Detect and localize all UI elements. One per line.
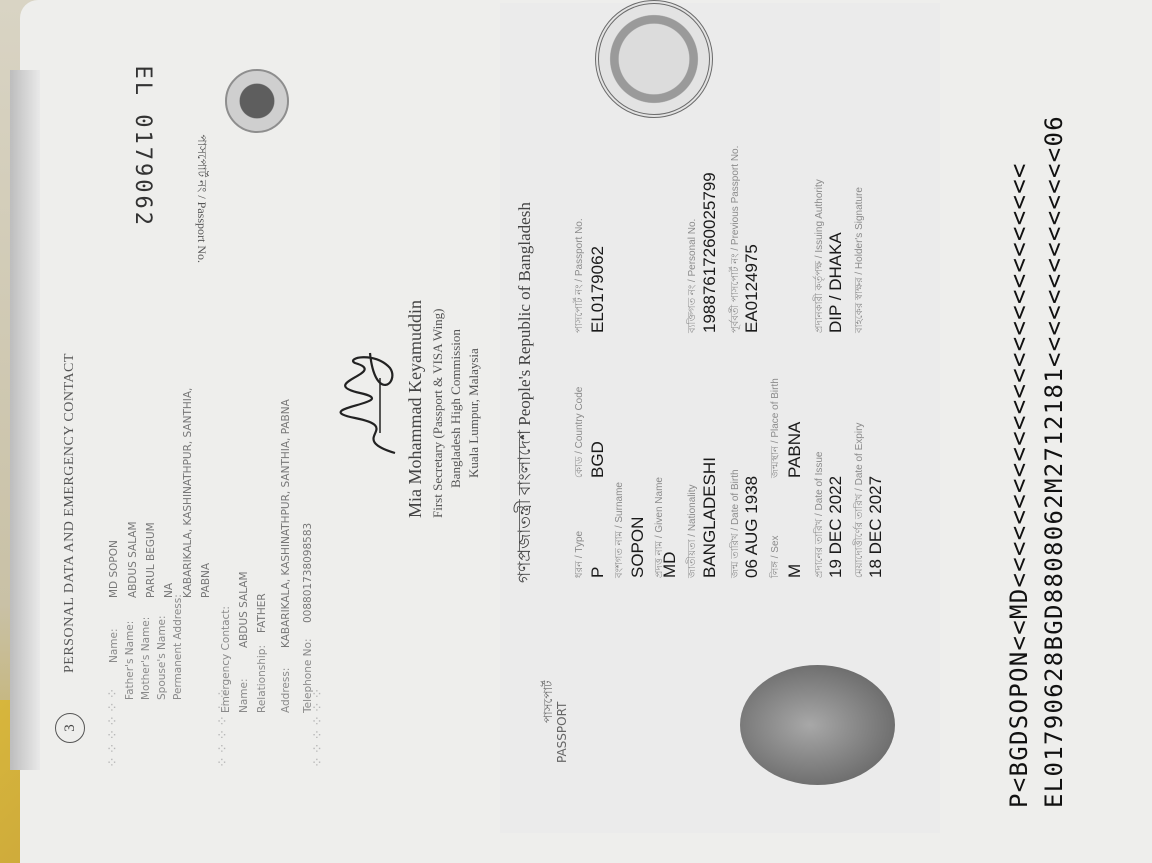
type-label: ধরন / Type bbox=[574, 530, 585, 578]
field-value: KABARIKALA, KASHINATHPUR, SANTHIA, bbox=[182, 387, 194, 598]
country-header: গণপ্রজাতন্ত্রী বাংলাদেশ People's Republic of Bangladesh bbox=[515, 202, 534, 583]
field-label: Spouse's Name: bbox=[156, 615, 168, 700]
security-pattern-icon: ⁘⁘⁘⁘⁘⁘ bbox=[105, 685, 121, 768]
place-of-birth-value: PABNA bbox=[785, 421, 804, 478]
issuing-authority-value: DIP / DHAKA bbox=[826, 232, 845, 333]
field-value: 008801738098583 bbox=[302, 522, 314, 623]
security-pattern-icon: ⁘⁘⁘⁘⁘⁘ bbox=[215, 685, 231, 768]
officer-office: Bangladesh High Commission bbox=[448, 329, 463, 488]
nationality-value: BANGLADESHI bbox=[700, 457, 719, 578]
date-of-expiry-label: মেয়াদোত্তীর্ণের তারিখ / Date of Expiry bbox=[854, 422, 865, 578]
field-value: PARUL BEGUM bbox=[145, 522, 157, 598]
field-label: Name: bbox=[238, 678, 250, 713]
field-label: Permanent Address: bbox=[172, 594, 184, 700]
field-label: Address: bbox=[280, 667, 292, 713]
bangladesh-emblem-icon bbox=[595, 0, 713, 118]
previous-passport-label: পূর্ববর্তী পাসপোর্ট নং / Previous Passport No. bbox=[730, 145, 741, 333]
date-of-issue-value: 19 DEC 2022 bbox=[826, 475, 845, 578]
security-pattern-icon: ⁘⁘⁘⁘⁘⁘ bbox=[310, 685, 326, 768]
country-code-label: কোড / Country Code bbox=[574, 386, 585, 478]
field-value: ABDUS SALAM bbox=[238, 571, 250, 648]
passport-number-value: EL0179062 bbox=[588, 246, 607, 333]
field-label: Name: bbox=[108, 628, 120, 663]
mrz-line-1: P<BGDSOPON<<MD<<<<<<<<<<<<<<<<<<<<<<<<<<< bbox=[1005, 162, 1033, 808]
date-of-birth-label: জন্ম তারিখ / Date of Birth bbox=[730, 469, 741, 578]
field-value: PABNA bbox=[200, 562, 212, 598]
country-code-value: BGD bbox=[588, 441, 607, 478]
date-of-issue-label: প্রদানের তারিখ / Date of Issue bbox=[814, 451, 825, 578]
field-value: NA bbox=[163, 582, 175, 598]
field-value: FATHER bbox=[256, 593, 268, 633]
mrz-line-2: EL01790628BGD8808062M2712181<<<<<<<<<<<<<<06 bbox=[1040, 115, 1068, 808]
passport-word-en: PASSPORT bbox=[555, 701, 569, 763]
given-name-label: প্রদত্ত নাম / Given Name bbox=[654, 477, 665, 578]
holder-photo bbox=[740, 665, 895, 785]
date-of-birth-value: 06 AUG 1938 bbox=[742, 475, 761, 578]
officer-city: Kuala Lumpur, Malaysia bbox=[466, 348, 481, 478]
officer-signature bbox=[335, 343, 415, 463]
officer-name: Mia Mohammad Keyamuddin bbox=[405, 300, 425, 518]
holder-signature-label: বাহকের স্বাক্ষর / Holder's Signature bbox=[854, 187, 865, 333]
personal-number-label: ব্যক্তিগত নং / Personal No. bbox=[687, 218, 698, 333]
field-value: KABARIKALA, KASHINATHPUR, SANTHIA, PABNA bbox=[280, 399, 292, 648]
date-of-expiry-value: 18 DEC 2027 bbox=[866, 475, 885, 578]
issuing-authority-label: প্রদানকারী কর্তৃপক্ষ / Issuing Authority bbox=[814, 179, 825, 333]
field-label: Mother's Name: bbox=[140, 616, 152, 700]
field-label: Relationship: bbox=[256, 645, 268, 713]
previous-passport-value: EA0124975 bbox=[742, 244, 761, 333]
page-number-badge: 3 bbox=[55, 713, 85, 743]
field-label: Telephone No: bbox=[302, 638, 314, 713]
passport-number-label: পাসপোর্ট নং / Passport No. bbox=[574, 218, 585, 333]
emergency-heading: Emergency Contact: bbox=[220, 606, 232, 713]
officer-title: First Secretary (Passport & VISA Wing) bbox=[430, 308, 445, 518]
nationality-label: জাতীয়তা / Nationality bbox=[687, 484, 698, 578]
sex-label: লিঙ্গ / Sex bbox=[770, 535, 781, 578]
high-commission-seal-icon bbox=[225, 69, 289, 133]
visa-page-heading: PERSONAL DATA AND EMERGENCY CONTACT bbox=[62, 353, 77, 673]
passport-number-stamp: EL 0179062 bbox=[130, 65, 155, 228]
field-value: MD SOPON bbox=[108, 540, 120, 598]
personal-number-value: 19887617260025799 bbox=[700, 172, 719, 333]
passport-number-label-inverted: পাসপোর্ট নং / Passport No. bbox=[195, 134, 209, 263]
field-value: ABDUS SALAM bbox=[127, 521, 139, 598]
field-label: Father's Name: bbox=[124, 620, 136, 700]
surname-label: বংশগত নাম / Surname bbox=[614, 482, 625, 578]
passport-word-bn: পাসপোর্ট bbox=[541, 680, 555, 723]
given-name-value: MD bbox=[660, 551, 679, 578]
sex-value: M bbox=[785, 563, 804, 578]
type-value: P bbox=[588, 566, 607, 578]
place-of-birth-label: জন্মস্থান / Place of Birth bbox=[770, 378, 781, 478]
surname-value: SOPON bbox=[628, 516, 647, 578]
